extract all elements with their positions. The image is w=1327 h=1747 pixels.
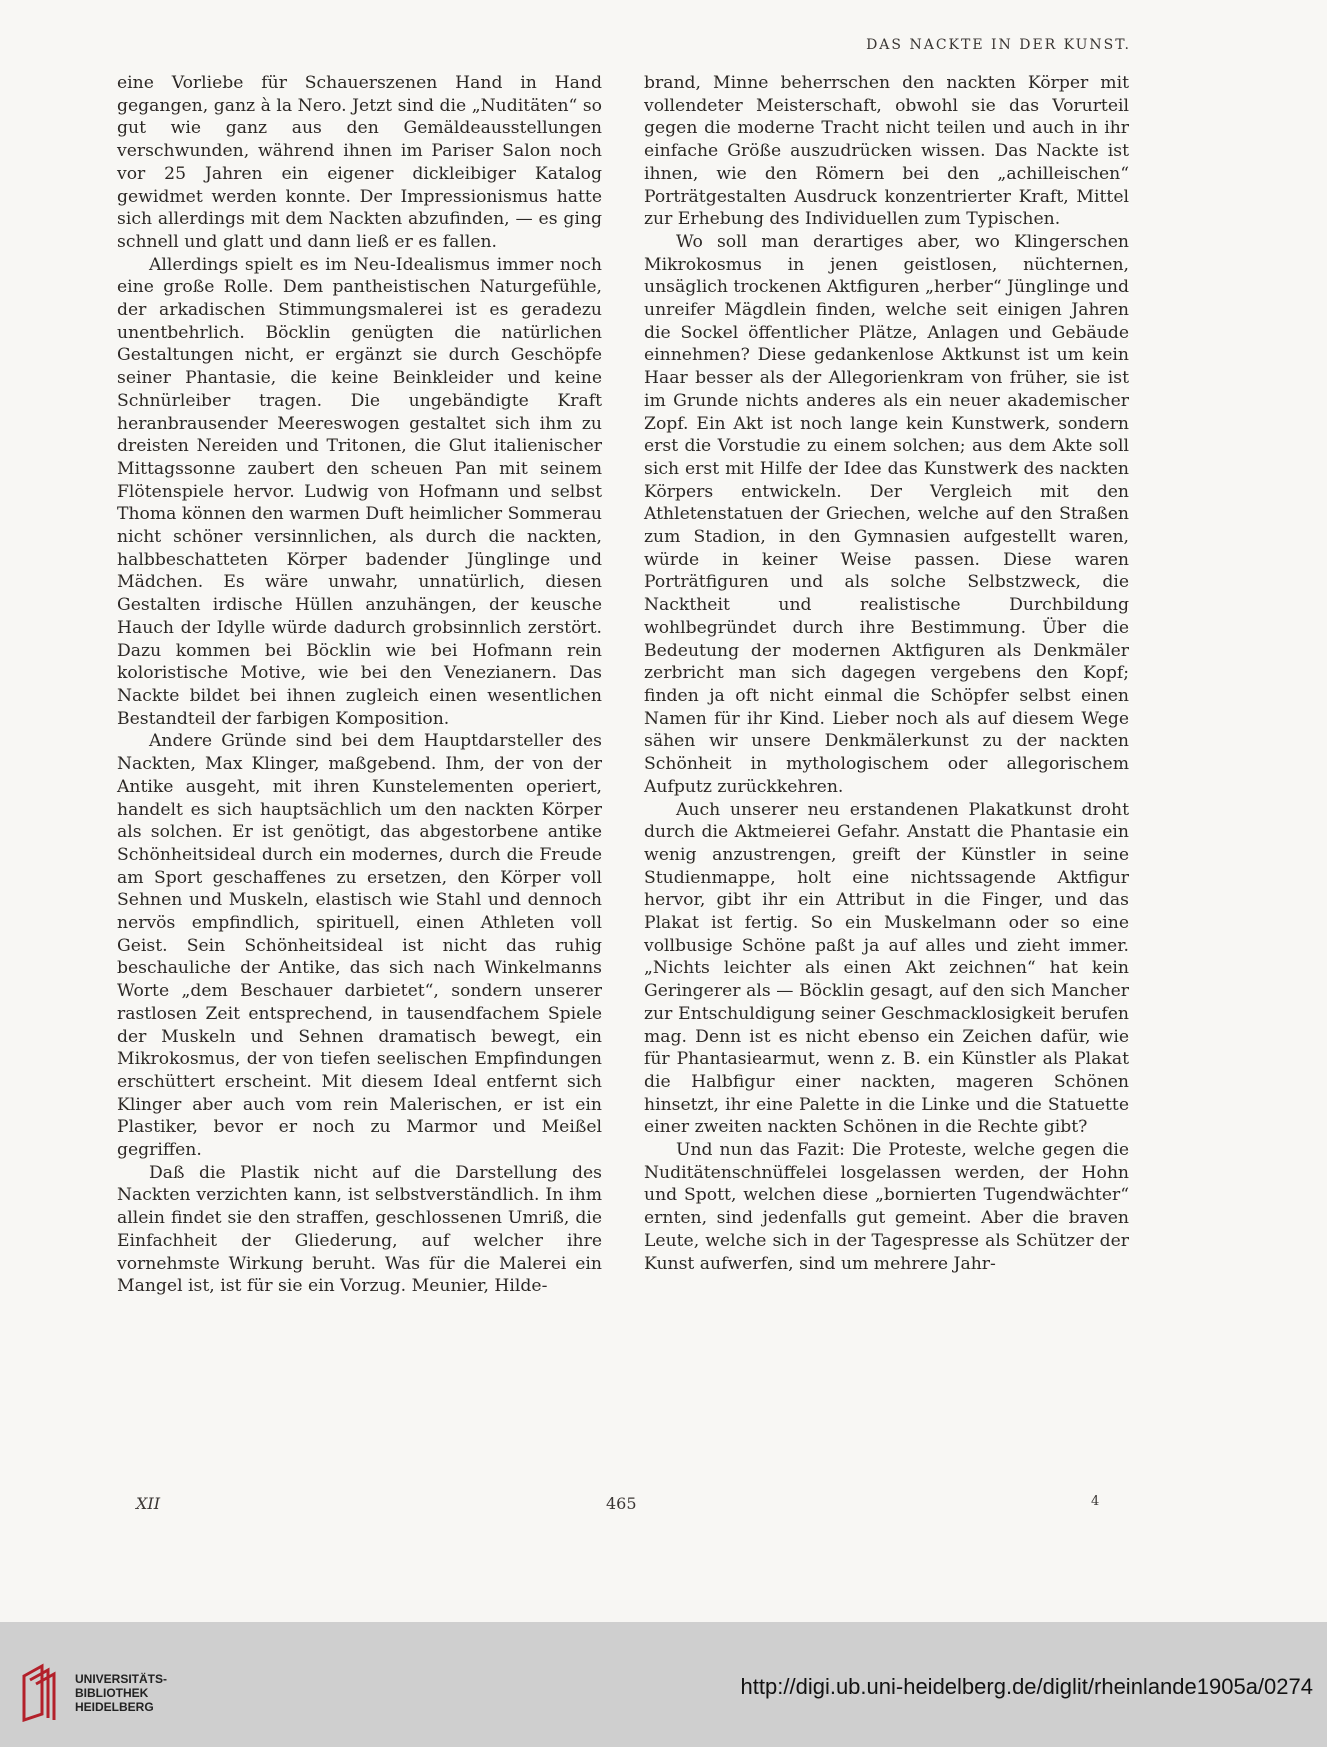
page-number: 465 — [606, 1494, 637, 1513]
paragraph: eine Vorliebe für Schauerszenen Hand in Hand gegangen, ganz à la Nero. Jetzt sind die „Nuditäten“ so gut wie ganz aus den Gemäldeausstellungen verschwunden, während ihnen im Pariser Salon noch vor 25 Jahren ein eigener dickleibiger Katalog gewidmet werden konnte. Der Impressionismus hatte sich allerdings mit dem Nackten abzufinden, — es ging schnell und glatt und dann ließ er es fallen. — [117, 73, 602, 252]
paragraph: Andere Gründe sind bei dem Hauptdarsteller des Nackten, Max Klinger, maßgebend. Ihm, der von der Antike ausgeht, mit ihren Kunstelementen operiert, handelt es sich hauptsächlich um den nackten Körper als solchen. Er ist genötigt, das abgestorbene antike Schönheitsideal durch ein modernes, durch die Freude am Sport geschaffenes zu ersetzen, den Körper voll Sehnen und Muskeln, elastisch wie Stahl und dennoch nervös empfindlich, spirituell, einen Athleten voll Geist. Sein Schönheitsideal ist nicht das ruhig beschauliche der Antike, das sich nach Winkelmanns Worte „dem Beschauer darbietet“, sondern unserer rastlosen Zeit entsprechend, in tausendfachem Spiele der Muskeln und Sehnen dramatisch bewegt, ein Mikrokosmus, der von tiefen seelischen Empfindungen erschüttert erscheint. Mit diesem Ideal entfernt sich Klinger aber auch vom rein Malerischen, er ist ein Plastiker, bevor er noch zu Marmor und Meißel gegriffen. — [117, 731, 602, 1161]
left-column — [117, 72, 602, 1298]
paragraph: brand, Minne beherrschen den nackten Körper mit vollendeter Meisterschaft, obwohl sie das Vorurteil gegen die moderne Tracht nicht teilen und auch in ihr einfache Größe auszudrücken wissen. Das Nackte ist ihnen, wie den Römern bei den „achilleischen“ Porträtgestalten Ausdruck konzentrierter Kraft, Mittel zur Erhebung des Individuellen zum Typischen. — [644, 73, 1129, 230]
source-url-link[interactable]: http://digi.ub.uni-heidelberg.de/diglit/rheinlande1905a/0274 — [740, 1674, 1313, 1699]
paragraph: Wo soll man derartiges aber, wo Klingerschen Mikrokosmus in jenen geistlosen, nüchternen, unsäglich trockenen Aktfiguren „herber“ Jünglinge und unreifer Mägdlein finden, welche seit einigen Jahren die Sockel öffentlicher Plätze, Anlagen und Gebäude einnehmen? Diese gedankenlose Aktkunst ist um kein Haar besser als der Allegorienkram von früher, sie ist im Grunde nichts anderes als ein neuer akademischer Zopf. Ein Akt ist noch lange kein Kunstwerk, sondern erst die Vorstudie zu einem solchen; aus dem Akte soll sich erst mit Hilfe der Idee das Kunstwerk des nackten Körpers entwickeln. Der Vergleich mit den Athletenstatuen der Griechen, welche auf den Straßen zum Stadion, in den Gymnasien aufgestellt waren, würde in keiner Weise passen. Diese waren Porträtfiguren und als solche Selbstzweck, die Nacktheit und realistische Durchbildung wohlbegründet durch ihre Bestimmung. Über die Bedeutung der modernen Aktfiguren als Denkmäler zerbricht man sich dagegen vergebens den Kopf; finden ja oft nicht einmal die Schöpfer selbst einen Namen für ihr Kind. Lieber noch als auf diesem Wege sähen wir unsere Denkmälerkunst zu der nackten Schönheit in mythologischem oder allegorischem Aufputz zurückkehren. — [644, 231, 1129, 797]
library-footer — [0, 1622, 1327, 1747]
paragraph: Und nun das Fazit: Die Proteste, welche gegen die Nuditätenschnüffelei losgelassen werden, der Hohn und Spott, welchen diese „bornierten Tugendwächter“ ernten, sind jedenfalls gut gemeint. Aber die braven Leute, welche sich in der Tagespresse als Schützer der Kunst aufwerfen, sind um mehrere Jahr- — [644, 1140, 1129, 1274]
signature-mark: XII — [136, 1494, 161, 1513]
paragraph: Daß die Plastik nicht auf die Darstellung des Nackten verzichten kann, ist selbstverständlich. In ihm allein findet sie den straffen, geschlossenen Umriß, die Einfachheit der Gliederung, auf welcher ihre vornehmste Wirkung beruht. Was für die Malerei ein Mangel ist, ist für sie ein Vorzug. Meunier, Hilde- — [117, 1162, 602, 1297]
library-name — [75, 1672, 167, 1714]
sheet-number: 4 — [1091, 1494, 1100, 1509]
right-column — [644, 72, 1129, 1275]
paragraph: Auch unserer neu erstandenen Plakatkunst droht durch die Aktmeierei Gefahr. Anstatt die Phantasie ein wenig anzustrengen, greift der Künstler in seine Studienmappe, holt eine nichtssagende Aktfigur hervor, gibt ihr ein Attribut in die Finger, und das Plakat ist fertig. So ein Muskelmann oder so eine vollbusige Schöne paßt ja auf alles und zieht immer. „Nichts leichter als einen Akt zeichnen“ hat kein Geringerer als — Böcklin gesagt, auf den sich Mancher zur Entschuldigung seiner Geschmacklosigkeit berufen mag. Denn ist es nicht ebenso ein Zeichen dafür, wie für Phantasiearmut, wenn z. B. ein Künstler als Plakat die Halbfigur einer nackten, mageren Schönen hinsetzt, ihr eine Palette in die Linke und die Statuette einer zweiten nackten Schönen in die Rechte gibt? — [644, 799, 1129, 1138]
library-logo-icon — [18, 1662, 64, 1722]
paragraph: Allerdings spielt es im Neu-Idealismus immer noch eine große Rolle. Dem pantheistischen Naturgefühle, der arkadischen Stimmungsmalerei ist es geradezu unentbehrlich. Böcklin genügten die natürlichen Gestaltungen nicht, er ergänzt sie durch Geschöpfe seiner Phantasie, die keine Beinkleider und keine Schnürleiber tragen. Die ungebändigte Kraft heranbrausender Meereswogen gestaltet sich ihm zu dreisten Nereiden und Tritonen, die Glut italienischer Mittagssonne zaubert den scheuen Pan mit seinem Flötenspiele hervor. Ludwig von Hofmann und selbst Thoma können den warmen Duft heimlicher Sommerau nicht schöner versinnlichen, als durch die nackten, halbbeschatteten Körper badender Jünglinge und Mädchen. Es wäre unwahr, unnatürlich, diesen Gestalten irdische Hüllen anzuhängen, der keusche Hauch der Idylle würde dadurch grobsinnlich zerstört. Dazu kommen bei Böcklin wie bei Hofmann rein koloristische Motive, wie bei den Venezianern. Das Nackte bildet bei ihnen zugleich einen wesentlichen Bestandteil der farbigen Komposition. — [117, 254, 602, 729]
library-name-line: BIBLIOTHEK — [75, 1686, 149, 1700]
library-name-line: HEIDELBERG — [75, 1700, 154, 1714]
library-name-line: UNIVERSITÄTS- — [75, 1672, 168, 1686]
running-head: DAS NACKTE IN DER KUNST. — [866, 37, 1131, 53]
